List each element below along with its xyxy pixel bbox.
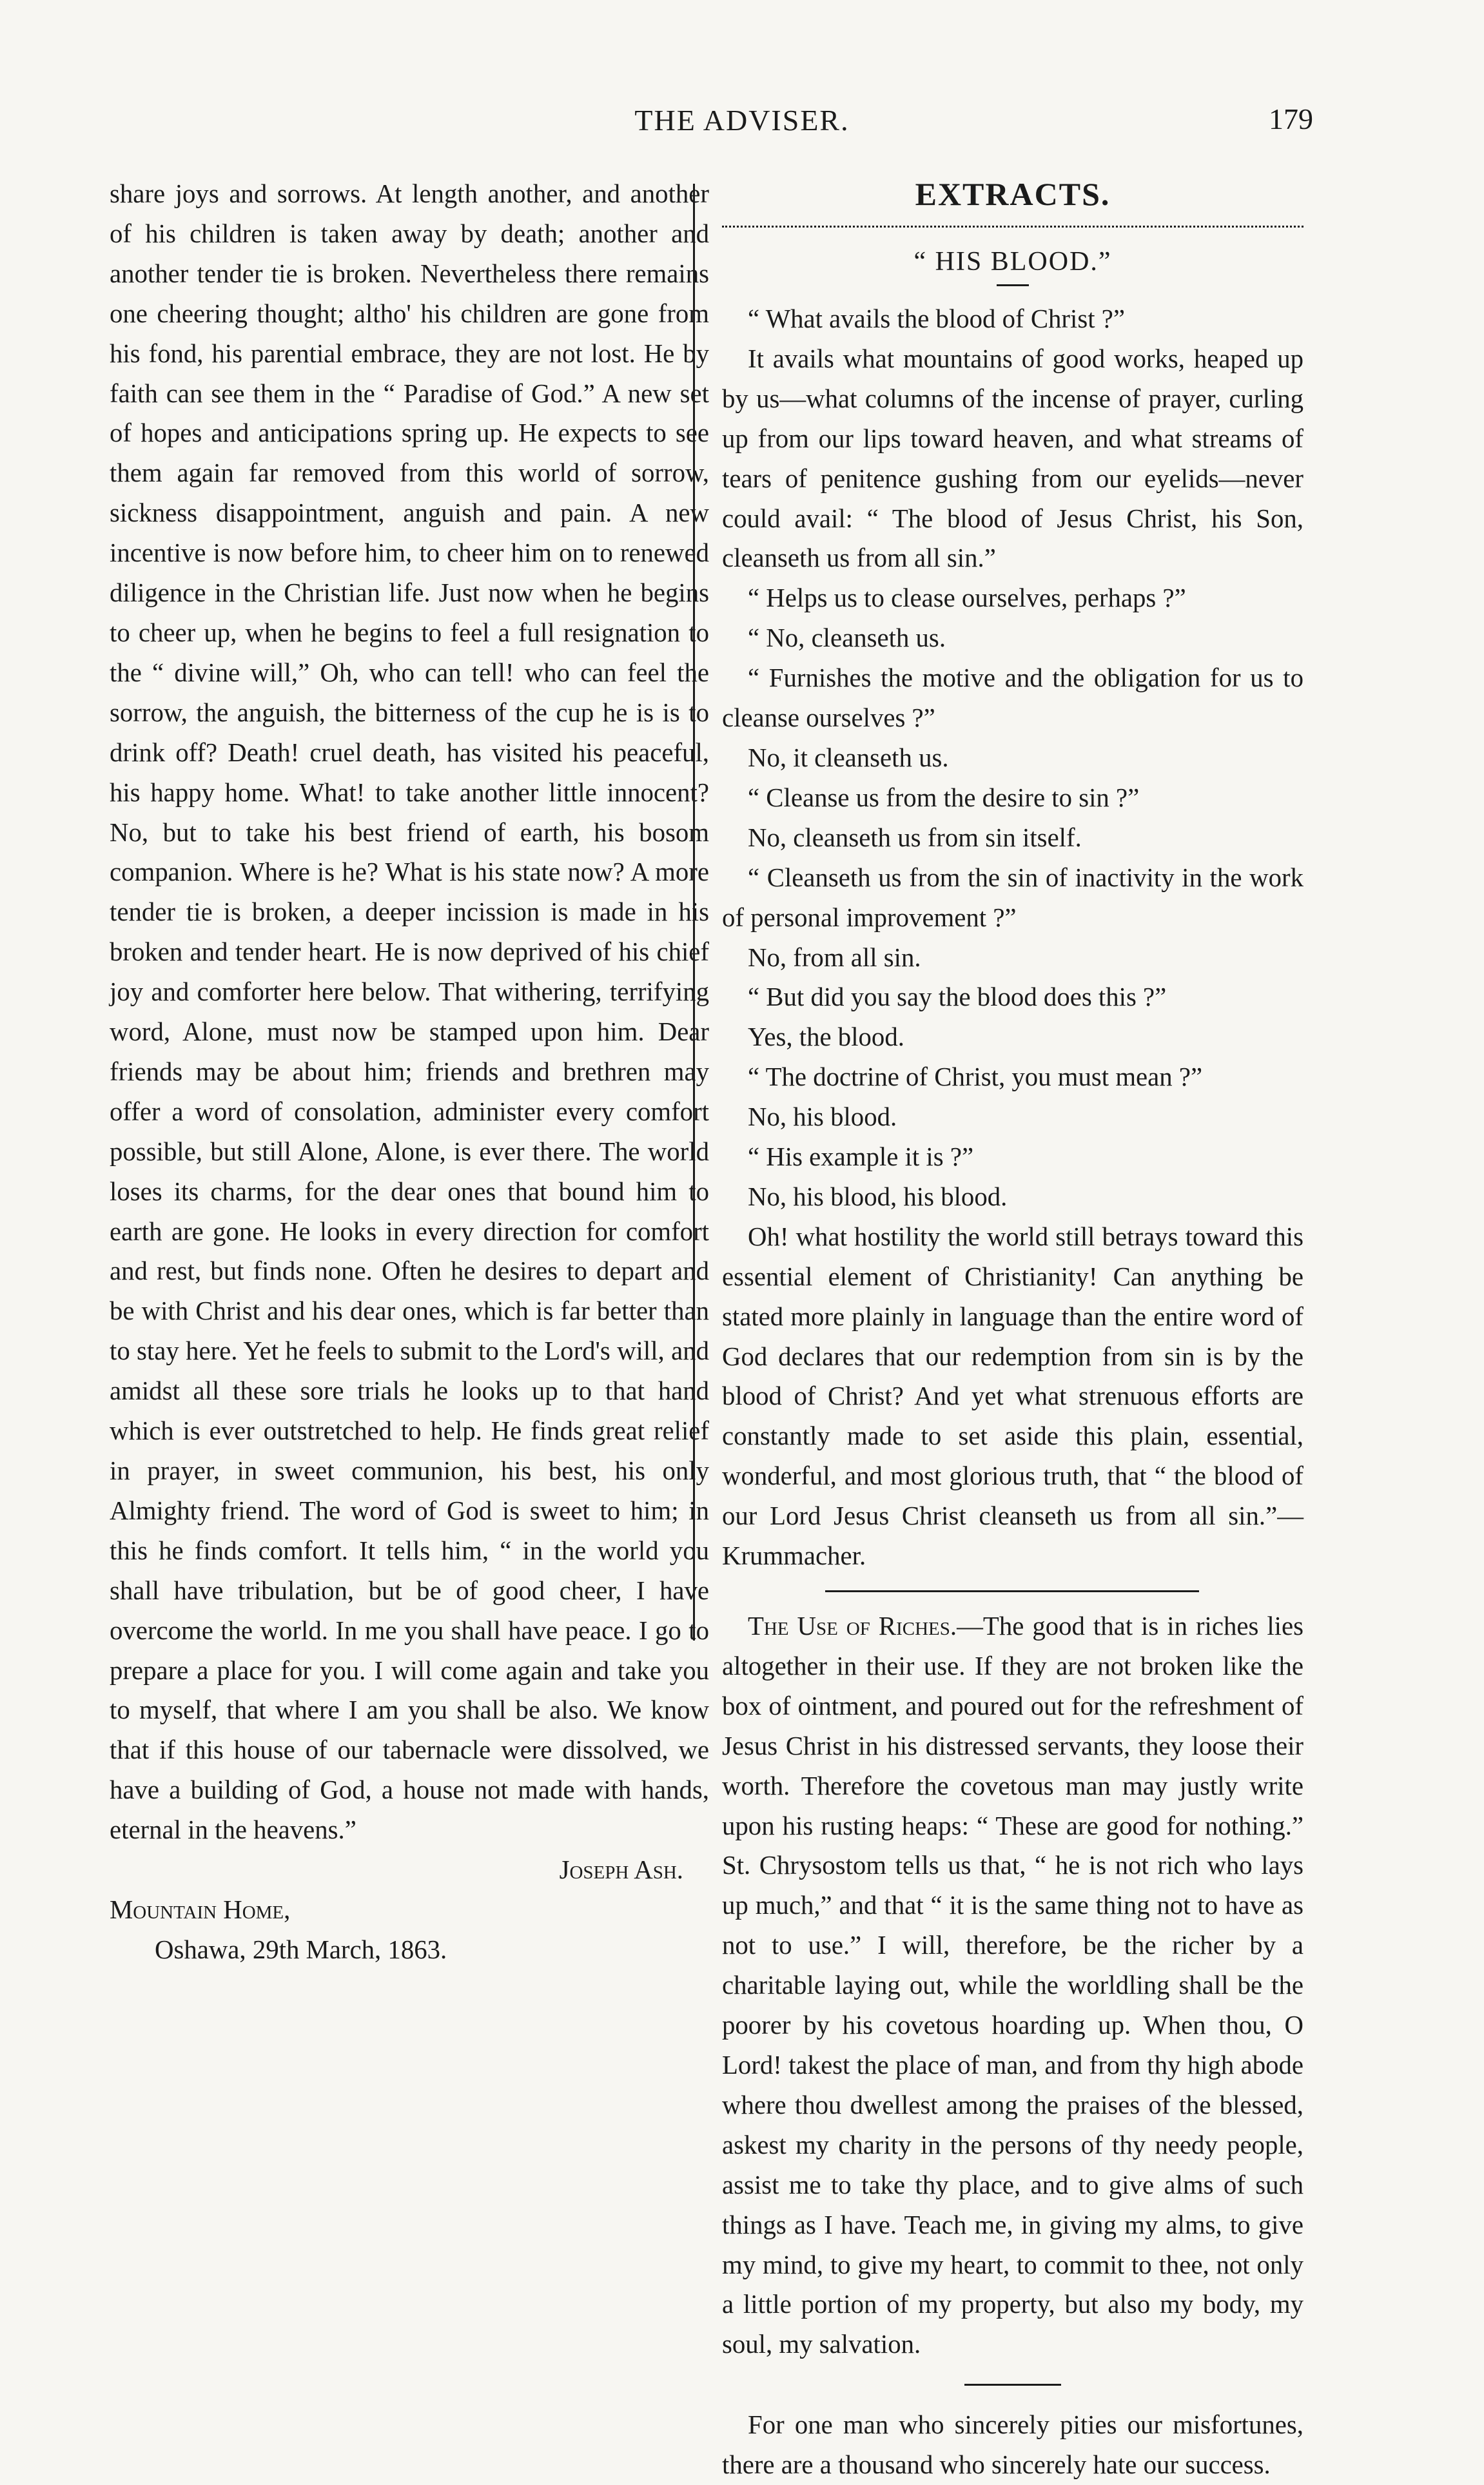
section-title: EXTRACTS. [915,176,1111,212]
text-line: “ But did you say the blood does this ?” [748,982,1167,1012]
date-line: Oshawa, 29th March, 1863. [155,1934,447,1964]
title-rule [997,284,1029,286]
text-line: “ His example it is ?” [748,1142,974,1172]
text-line: Oh! what hostility the world still betrays toward this essential element of Christianity! Can anything be stated more plainly in language than the entire word of God declares that our redemption from sin is by the blood of Christ? And yet what strenuous efforts are constantly made to set aside this plain, essential, wonderful, and most glorious truth, that “ the blood of our Lord Jesus Christ cleanseth us from all sin.”—Krummacher. [722,1222,1303,1571]
left-column [110,174,709,1970]
text-line: “ What avails the blood of Christ ?” [748,304,1125,333]
text-line: “ Furnishes the motive and the obligation for us to cleanse ourselves ?” [722,663,1303,733]
text-line: Yes, the blood. [748,1022,904,1052]
riches-heading: The Use of Riches. [748,1612,957,1641]
place-line: Mountain Home, [110,1895,291,1924]
text-line: No, it cleanseth us. [748,743,949,772]
text-line: “ Cleanse us from the desire to sin ?” [748,783,1140,812]
text-line: “ No, cleanseth us. [748,623,946,653]
signature: Joseph Ash. [559,1855,683,1885]
text-line: No, cleanseth us from sin itself. [748,823,1082,852]
text-line: “ Cleanseth us from the sin of inactivity in the work of personal improvement ?” [722,862,1303,932]
riches-paragraph [722,1606,1303,2364]
letter-body: share joys and sorrows. At length another, and another of his children is taken away by death; another and another tender tie is broken. Nevertheless there remains one cheering thought; altho' his children are gone from his fond, his parential embrace, they are not lost. He by faith can see them in the “ Paradise of God.” A new set of hopes and anticipations spring up. He expects to see them again far removed from this world of sorrow, sickness disappointment, anguish and pain. A new incentive is now before him, to cheer him on to renewed diligence in the Christian life. Just now when he begins to cheer up, when he begins to feel a full resignation to the “ divine will,” Oh, who can tell! who can feel the sorrow, the anguish, the bitterness of the cup he is is to drink off? Death! cruel death, has visited his peaceful, his happy home. What! to take another little innocent? No, but to take his best friend of earth, his bosom companion. Where is he? What is his state now? A more tender tie is broken, a deeper incission is made in his broken and tender heart. He is now deprived of his chief joy and comforter here below. That withering, terrifying word, Alone, must now be stamped upon him. Dear friends may be about him; friends and brethren may offer a word of consolation, administer every comfort possible, but still Alone, Alone, is ever there. The world loses its charms, for the dear ones that bound him to earth are gone. He looks in every direction for comfort and rest, but finds none. Often he desires to depart and be with Christ and his dear ones, which is far better than to stay here. Yet he feels to submit to the Lord's will, and amidst all these sore trials he looks up to that hand which is ever outstretched to help. He finds great relief in prayer, in sweet communion, his best, his only Almighty friend. The word of God is sweet to him; in this he finds comfort. It tells him, “ in the world you shall have tribulation, but be of good cheer, I have overcome the world. In me you shall have peace. I go to prepare a place for you. I will come again and take you to myself, that where I am you shall be also. We know that if this house of our tabernacle were dissolved, we have a building of God, a house not made with hands, eternal in the heavens.” [110,179,709,1845]
right-column [722,174,1303,2485]
article-title: “ HIS BLOOD.” [913,247,1112,277]
text-line: No, from all sin. [748,942,921,972]
text-line: “ The doctrine of Christ, you must mean ?” [748,1062,1203,1092]
text-line: It avails what mountains of good works, heaped up by us—what columns of the incense of prayer, curling up from our lips toward heaven, and what streams of tears of penitence gushing from our eyelids—never could avail: “ The blood of Jesus Christ, his Son, cleanseth us from all sin.” [722,344,1303,573]
page-number: 179 [1269,102,1313,135]
text-line: No, his blood, his blood. [748,1182,1008,1211]
ornamental-rule [722,218,1303,228]
text-line: No, his blood. [748,1102,897,1132]
journal-title: THE ADVISER. [634,104,850,137]
riches-text: —The good that is in riches lies altogether in their use. If they are not broken like the box of ointment, and poured out for the refreshment of Jesus Christ in his distressed servants, they loose their worth. Therefore the covetous man may justly write upon his rusting heaps: “ These are good for nothing.” St. Chrysostom tells us that, “ he is not rich who lays up much,” and that “ it is the same thing not to have as not to use.” I will, therefore, be the richer by a charitable laying out, while the worldling shall be the poorer by his covetous hoarding up. When thou, O Lord! takest the place of man, and from thy high abode where thou dwellest among the praises of the blessed, askest my charity in the persons of thy needy people, assist me to take thy place, and to give alms of such things as I have. Teach me, in giving my alms, to give my mind, to give my heart, to commit to thee, not only a little portion of my property, but also my body, my soul, my salvation. [722,1612,1304,2359]
section-rule [964,2384,1061,2386]
closing-paragraph: For one man who sincerely pities our misfortunes, there are a thousand who sincerely hate our success. [722,2410,1303,2480]
text-line: “ Helps us to clease ourselves, perhaps ?” [748,583,1186,613]
section-rule [825,1590,1199,1592]
